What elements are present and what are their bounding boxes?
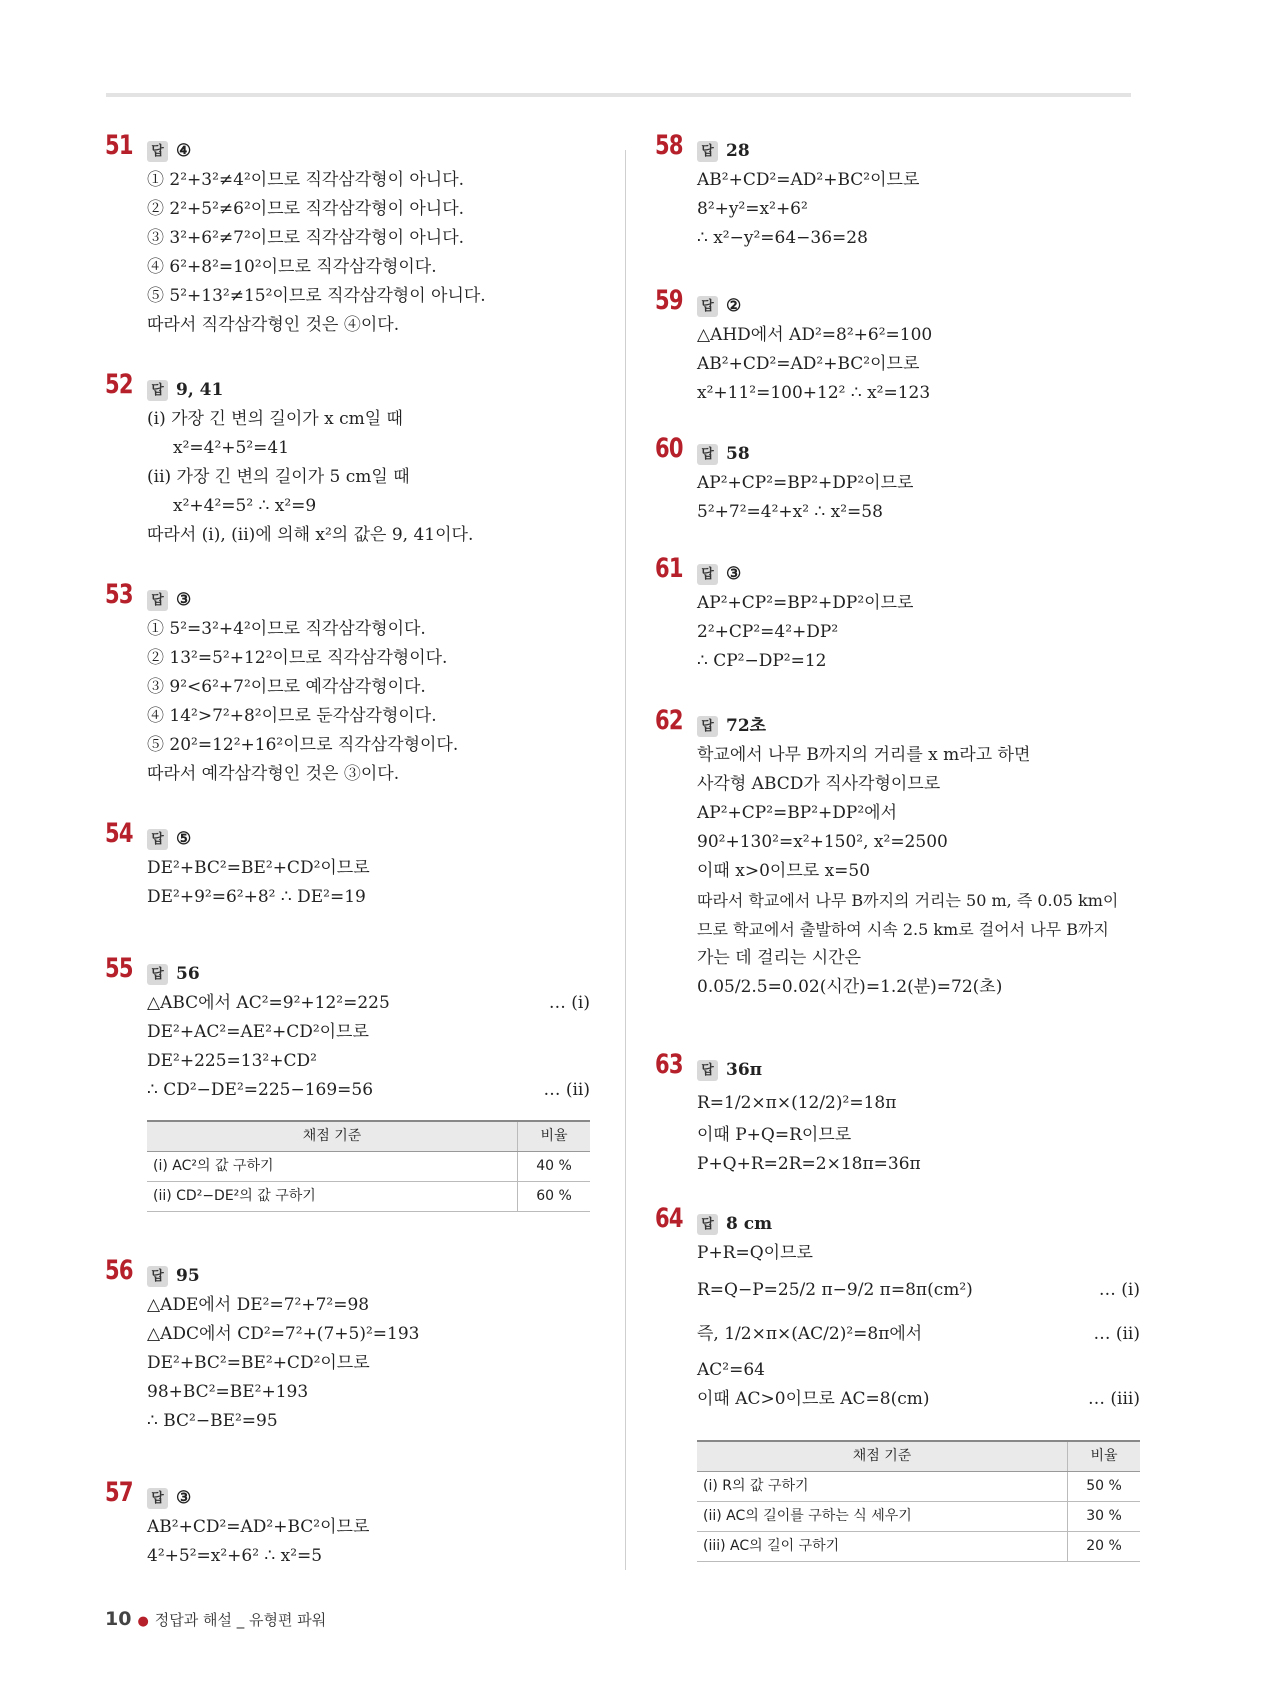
answer-badge: 답 bbox=[697, 564, 718, 585]
solution-line: x²=4²+5²=41 bbox=[173, 438, 290, 458]
solution-line: ∴ CP²−DP²=12 bbox=[697, 651, 827, 671]
answer-badge: 답 bbox=[697, 296, 718, 317]
top-rule bbox=[106, 93, 1131, 97]
answer bbox=[697, 137, 750, 166]
equation: R=Q−P=25/2 π−9/2 π=8π(cm²) bbox=[697, 1280, 973, 1300]
solution-line: ④ 14²>7²+8²이므로 둔각삼각형이다. bbox=[147, 706, 437, 726]
solution-line: 이때 x>0이므로 x=50 bbox=[697, 861, 871, 881]
answer-value: ③ bbox=[726, 564, 742, 584]
answer-value: 9, 41 bbox=[176, 380, 224, 400]
solution-line: AP²+CP²=BP²+DP²에서 bbox=[697, 803, 897, 823]
ratio-cell: 20 % bbox=[1068, 1532, 1141, 1562]
answer-value: ⑤ bbox=[176, 829, 192, 849]
answer bbox=[147, 1262, 200, 1291]
table-row bbox=[147, 1152, 590, 1182]
solution bbox=[697, 469, 913, 527]
answer-badge: 답 bbox=[697, 444, 718, 465]
ratio-cell: 40 % bbox=[518, 1152, 591, 1182]
solution bbox=[147, 854, 370, 912]
problem-number: 54 bbox=[105, 818, 133, 849]
solution bbox=[147, 989, 590, 1105]
solution-line: DE²+BC²=BE²+CD²이므로 bbox=[147, 1353, 370, 1373]
page-footer bbox=[105, 1608, 326, 1630]
solution bbox=[697, 1239, 1140, 1414]
equation: 이때 AC>0이므로 AC=8(cm) bbox=[697, 1389, 930, 1409]
solution-line: DE²+BC²=BE²+CD²이므로 bbox=[147, 858, 370, 878]
solution-line: ① 2²+3²≠4²이므로 직각삼각형이 아니다. bbox=[147, 170, 465, 190]
problem-number: 56 bbox=[105, 1255, 133, 1286]
answer-badge: 답 bbox=[147, 380, 168, 401]
answer-badge: 답 bbox=[147, 964, 168, 985]
table-row bbox=[697, 1502, 1140, 1532]
problem-number: 61 bbox=[655, 553, 683, 584]
book-title: 정답과 해설 _ 유형편 파워 bbox=[154, 1611, 327, 1629]
solution bbox=[697, 321, 932, 408]
problem-number: 60 bbox=[655, 433, 683, 464]
solution-line: ∴ BC²−BE²=95 bbox=[147, 1411, 278, 1431]
solution-line: ② 2²+5²≠6²이므로 직각삼각형이 아니다. bbox=[147, 199, 465, 219]
solution-line: △ADE에서 DE²=7²+7²=98 bbox=[147, 1295, 370, 1315]
step-mark: … (ii) bbox=[1093, 1324, 1140, 1344]
answer-value: 8 cm bbox=[726, 1214, 773, 1234]
problem-number: 51 bbox=[105, 130, 133, 161]
solution-line: 사각형 ABCD가 직사각형이므로 bbox=[697, 774, 941, 794]
solution-line bbox=[697, 1312, 1140, 1356]
answer-value: ③ bbox=[176, 590, 192, 610]
answer bbox=[147, 825, 191, 854]
solution-line: ⑤ 20²=12²+16²이므로 직각삼각형이다. bbox=[147, 735, 459, 755]
solution-line: P+Q+R=2R=2×18π=36π bbox=[697, 1154, 921, 1174]
solution-line: △AHD에서 AD²=8²+6²=100 bbox=[697, 325, 933, 345]
answer bbox=[147, 1484, 191, 1513]
solution-line: ∴ x²−y²=64−36=28 bbox=[697, 228, 868, 248]
solution-line: AC²=64 bbox=[697, 1360, 765, 1380]
answer-badge: 답 bbox=[147, 590, 168, 611]
answer bbox=[147, 586, 191, 615]
solution bbox=[697, 1085, 921, 1179]
answer-badge: 답 bbox=[697, 1060, 718, 1081]
solution-line: x²+11²=100+12² ∴ x²=123 bbox=[697, 383, 931, 403]
answer-value: ② bbox=[726, 296, 742, 316]
solution-line: 5²+7²=4²+x² ∴ x²=58 bbox=[697, 502, 883, 522]
solution-line: AB²+CD²=AD²+BC²이므로 bbox=[697, 354, 920, 374]
answer bbox=[697, 712, 766, 741]
solution bbox=[147, 1513, 369, 1571]
answer-badge: 답 bbox=[147, 1488, 168, 1509]
solution-line: 98+BC²=BE²+193 bbox=[147, 1382, 309, 1402]
solution-line: ② 13²=5²+12²이므로 직각삼각형이다. bbox=[147, 648, 448, 668]
solution bbox=[697, 741, 1118, 1002]
criteria-cell: (i) R의 값 구하기 bbox=[697, 1472, 1068, 1502]
solution-line: 0.05/2.5=0.02(시간)=1.2(분)=72(초) bbox=[697, 977, 1003, 997]
solution-line: ④ 6²+8²=10²이므로 직각삼각형이다. bbox=[147, 257, 437, 277]
step-mark: … (i) bbox=[548, 993, 590, 1013]
bullet-icon: ● bbox=[137, 1614, 149, 1629]
answer bbox=[147, 376, 223, 405]
ratio-cell: 50 % bbox=[1068, 1472, 1141, 1502]
solution-line: (i) 가장 긴 변의 길이가 x cm일 때 bbox=[147, 409, 403, 429]
solution-line: ③ 3²+6²≠7²이므로 직각삼각형이 아니다. bbox=[147, 228, 465, 248]
answer-badge: 답 bbox=[697, 141, 718, 162]
solution-line bbox=[147, 989, 590, 1018]
solution-line: ⑤ 5²+13²≠15²이므로 직각삼각형이 아니다. bbox=[147, 286, 486, 306]
answer-value: 58 bbox=[726, 444, 750, 464]
solution-line bbox=[697, 1385, 1140, 1414]
answer-badge: 답 bbox=[147, 1266, 168, 1287]
answer-value: ③ bbox=[176, 1488, 192, 1508]
solution-line: R=1/2×π×(12/2)²=18π bbox=[697, 1093, 897, 1113]
problem-number: 59 bbox=[655, 285, 683, 316]
equation: ∴ CD²−DE²=225−169=56 bbox=[147, 1080, 374, 1100]
table-row bbox=[697, 1472, 1140, 1502]
criteria-header: 채점 기준 bbox=[697, 1441, 1068, 1472]
column-divider bbox=[625, 150, 626, 1570]
answer-value: 56 bbox=[176, 964, 200, 984]
problem-number: 63 bbox=[655, 1049, 683, 1080]
equation: 즉, 1/2×π×(AC/2)²=8π에서 bbox=[697, 1324, 923, 1344]
criteria-cell: (iii) AC의 길이 구하기 bbox=[697, 1532, 1068, 1562]
step-mark: … (i) bbox=[1098, 1280, 1140, 1300]
solution-line: 므로 학교에서 출발하여 시속 2.5 km로 걸어서 나무 B까지 bbox=[697, 920, 1109, 939]
solution-line: (ii) 가장 긴 변의 길이가 5 cm일 때 bbox=[147, 467, 410, 487]
answer-badge: 답 bbox=[147, 141, 168, 162]
page-number: 10 bbox=[105, 1608, 132, 1630]
ratio-header: 비율 bbox=[1068, 1441, 1141, 1472]
solution-line: DE²+225=13²+CD² bbox=[147, 1051, 317, 1071]
solution-line: 2²+CP²=4²+DP² bbox=[697, 622, 839, 642]
solution bbox=[147, 166, 486, 340]
solution-line: 8²+y²=x²+6² bbox=[697, 199, 808, 219]
answer-value: 28 bbox=[726, 141, 750, 161]
solution-line: P+R=Q이므로 bbox=[697, 1243, 813, 1263]
solution-line: 따라서 (i), (ii)에 의해 x²의 값은 9, 41이다. bbox=[147, 525, 474, 545]
solution-line: x²+4²=5² ∴ x²=9 bbox=[173, 496, 317, 516]
ratio-cell: 60 % bbox=[518, 1182, 591, 1212]
answer bbox=[697, 440, 750, 469]
solution-line bbox=[147, 1076, 590, 1105]
equation: △ABC에서 AC²=9²+12²=225 bbox=[147, 993, 390, 1013]
answer-value: 72초 bbox=[726, 716, 767, 736]
solution-line: 4²+5²=x²+6² ∴ x²=5 bbox=[147, 1546, 323, 1566]
answer bbox=[697, 560, 741, 589]
solution-line: 따라서 직각삼각형인 것은 ④이다. bbox=[147, 315, 400, 335]
criteria-header: 채점 기준 bbox=[147, 1121, 518, 1152]
step-mark: … (ii) bbox=[543, 1080, 590, 1100]
solution-line: AP²+CP²=BP²+DP²이므로 bbox=[697, 593, 914, 613]
criteria-cell: (ii) CD²−DE²의 값 구하기 bbox=[147, 1182, 518, 1212]
criteria-cell: (i) AC²의 값 구하기 bbox=[147, 1152, 518, 1182]
solution-line: 90²+130²=x²+150², x²=2500 bbox=[697, 832, 948, 852]
solution-line: AP²+CP²=BP²+DP²이므로 bbox=[697, 473, 914, 493]
solution-line: 따라서 예각삼각형인 것은 ③이다. bbox=[147, 764, 400, 784]
solution bbox=[147, 615, 458, 789]
answer bbox=[697, 1210, 772, 1239]
ratio-cell: 30 % bbox=[1068, 1502, 1141, 1532]
answer-badge: 답 bbox=[147, 829, 168, 850]
criteria-cell: (ii) AC의 길이를 구하는 식 세우기 bbox=[697, 1502, 1068, 1532]
answer-badge: 답 bbox=[697, 1214, 718, 1235]
solution-line: DE²+AC²=AE²+CD²이므로 bbox=[147, 1022, 369, 1042]
solution-line: 이때 P+Q=R이므로 bbox=[697, 1125, 852, 1145]
problem-number: 57 bbox=[105, 1477, 133, 1508]
solution-line: AB²+CD²=AD²+BC²이므로 bbox=[697, 170, 920, 190]
scoring-table bbox=[697, 1440, 1140, 1562]
solution-line: AB²+CD²=AD²+BC²이므로 bbox=[147, 1517, 370, 1537]
answer-value: 36π bbox=[726, 1060, 763, 1080]
answer bbox=[697, 292, 741, 321]
solution-line bbox=[697, 1268, 1140, 1312]
solution bbox=[147, 405, 473, 550]
answer bbox=[147, 137, 191, 166]
solution-line: ① 5²=3²+4²이므로 직각삼각형이다. bbox=[147, 619, 426, 639]
problem-number: 52 bbox=[105, 369, 133, 400]
table-row bbox=[147, 1182, 590, 1212]
problem-number: 62 bbox=[655, 705, 683, 736]
answer-badge: 답 bbox=[697, 716, 718, 737]
problem-number: 55 bbox=[105, 953, 133, 984]
solution-line: 가는 데 걸리는 시간은 bbox=[697, 948, 862, 968]
solution bbox=[147, 1291, 419, 1436]
answer-value: ④ bbox=[176, 141, 192, 161]
answer bbox=[697, 1056, 762, 1085]
solution-line: DE²+9²=6²+8² ∴ DE²=19 bbox=[147, 887, 366, 907]
problem-number: 64 bbox=[655, 1203, 683, 1234]
solution-line: ③ 9²<6²+7²이므로 예각삼각형이다. bbox=[147, 677, 426, 697]
table-row bbox=[697, 1532, 1140, 1562]
step-mark: … (iii) bbox=[1088, 1389, 1140, 1409]
answer-value: 95 bbox=[176, 1266, 200, 1286]
solution bbox=[697, 589, 913, 676]
solution-line: △ADC에서 CD²=7²+(7+5)²=193 bbox=[147, 1324, 420, 1344]
solution bbox=[697, 166, 919, 253]
problem-number: 53 bbox=[105, 579, 133, 610]
ratio-header: 비율 bbox=[518, 1121, 591, 1152]
solution-line: 학교에서 나무 B까지의 거리를 x m라고 하면 bbox=[697, 745, 1031, 765]
problem-number: 58 bbox=[655, 130, 683, 161]
answer bbox=[147, 960, 200, 989]
solution-line: 따라서 학교에서 나무 B까지의 거리는 50 m, 즉 0.05 km이 bbox=[697, 891, 1119, 910]
scoring-table bbox=[147, 1120, 590, 1212]
